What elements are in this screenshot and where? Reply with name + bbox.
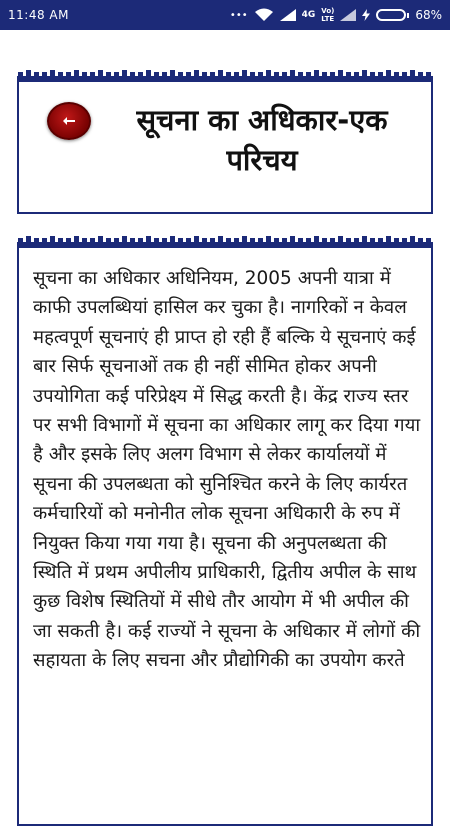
signal-icon [280,9,296,21]
page-title: सूचना का अधिकार-एक परिचय [136,103,388,177]
notification-dots: ••• [229,9,248,21]
charging-icon [362,9,370,21]
signal-icon [340,9,356,21]
volte-label [321,7,334,23]
wifi-icon [254,8,274,22]
battery-percent: 68% [415,8,442,22]
content-paragraph: सूचना का अधिकार अधिनियम, 2005 अपनी यात्रा में काफी उपलब्धियां हासिल कर चुका है। नागरिकों न केवल महत्वपूर्ण सूचनाएं ही प्राप्त हो रही हैं बल्कि ये सूचनाएं कई बार सिर्फ सूचनाओं तक ही नहीं सीमित होकर अपनी उपयोगिता कई परिप्रेक्ष्य में सिद्ध करती है। केंद्र राज्य स्तर पर सभी विभागों में सूचना का अधिकार लागू कर दिया गया है और इसके लिए अलग विभाग से लेकर कार्यालयों में सूचना की उपलब्धता को सुनिश्चित करने के लिए कार्यरत कर्मचारियों को मनोनीत लोक सूचना अधिकारी के रुप में नियुक्त किया गया गया है। सूचना की अनुपलब्धता की स्थिति में प्रथम अपीलीय प्राधिकारी, द्वितीय अपील के साथ कुछ विशेष स्थितियों में सीधे तौर आयोग में भी अपील की जा सकती है। कई राज्यों ने सूचना के अधिकार में लोगों की सहायता के लिए सचना और प्रौद्योगिकी का उपयोग करते [33,268,421,672]
content-card-border-decoration [17,236,433,248]
status-bar [0,0,450,30]
back-arrow-icon [63,117,75,125]
volte-bottom: LTE [321,15,335,23]
status-icons [230,7,442,23]
volte-top: Vo) [321,7,335,15]
battery-icon [376,9,409,21]
back-button[interactable] [47,102,91,140]
status-time: 11:48 AM [8,8,69,22]
network-type-label: 4G [301,9,316,20]
title-card [17,80,433,214]
content-card [17,246,433,826]
title-card-border-decoration [17,70,433,82]
